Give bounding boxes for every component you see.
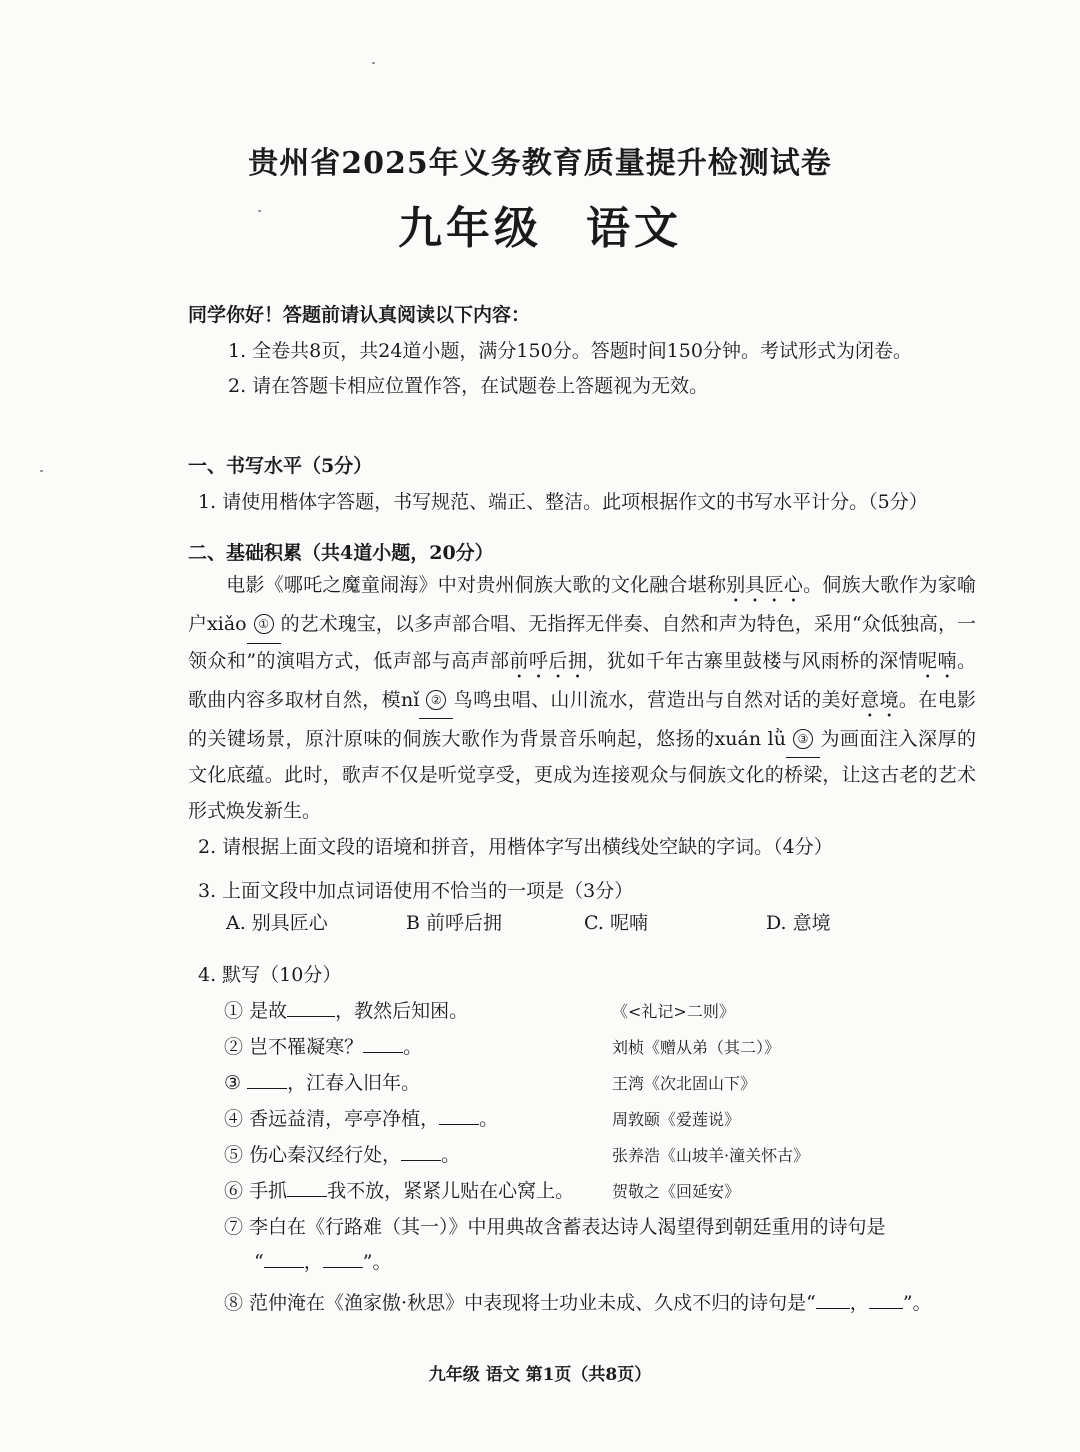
exam-title: 贵州省2025年义务教育质量提升检测试卷 bbox=[248, 146, 832, 181]
dictation-blank bbox=[869, 1308, 903, 1309]
instruction-item-1: 1. 全卷共8页，共24道小题，满分150分。答题时间150分钟。考试形式为闭卷。 bbox=[228, 340, 912, 362]
page-footer: 九年级 语文 第1页（共8页） bbox=[428, 1365, 652, 1385]
question-2: 2. 请根据上面文段的语境和拼音，用楷体字写出横线处空缺的字词。（4分） bbox=[198, 836, 833, 858]
option-a: A. 别具匠心 bbox=[226, 912, 328, 934]
dictation-blank bbox=[323, 1267, 363, 1268]
grade-label: 九年级 bbox=[398, 203, 542, 254]
dictation-item-6: ⑥ 手抓 我不放，紧紧儿贴在心窝上。 bbox=[224, 1180, 575, 1202]
section2-heading: 二、基础积累（共4道小题，20分） bbox=[188, 542, 494, 564]
reading-passage: 电影《哪吒之魔童闹海》中对贵州侗族大歌的文化融合堪称别具匠心。侗族大歌作为家喻户xiǎo ① 的艺术瑰宝，以多声部合唱、无指挥无伴奏、自然和声为特色，采用“众低独高，一领众和”的演唱方式，低声部与高声部前呼后拥，犹如千年古寨里鼓楼与风雨桥的深情呢喃。歌曲内容多取材自然，模nǐ ② 鸟鸣虫唱、山川流水，营造出与自然对话的美好意境。在电影的关键场景，原汁原味的侗族大歌作为背景音乐响起，悠扬的xuán lǜ ③ 为画面注入深厚的文化底蕴。此时，歌声不仅是听觉享受，更成为连接观众与侗族文化的桥梁，让这古老的艺术形式焕发新生。 bbox=[188, 574, 976, 822]
blank-2: ② bbox=[419, 683, 453, 720]
scan-speck bbox=[372, 62, 375, 64]
dictation-source-5: 张养浩《山坡羊·潼关怀古》 bbox=[612, 1146, 810, 1165]
dictation-blank bbox=[247, 1088, 287, 1089]
dictation-blank bbox=[816, 1308, 850, 1309]
instructions-heading: 同学你好！答题前请认真阅读以下内容： bbox=[188, 304, 531, 326]
dictation-item-4: ④ 香远益清，亭亭净植， 。 bbox=[224, 1108, 499, 1130]
dictation-blank bbox=[264, 1267, 304, 1268]
blank-3: ③ bbox=[786, 722, 820, 759]
exam-subtitle bbox=[0, 192, 1080, 256]
option-d: D. 意境 bbox=[766, 912, 831, 934]
instruction-item-2: 2. 请在答题卡相应位置作答，在试题卷上答题视为无效。 bbox=[228, 375, 709, 397]
dotted-word-4: 意境 bbox=[860, 688, 899, 711]
dictation-item-8: ⑧ 范仲淹在《渔家傲·秋思》中表现将士功业未成、久戍不归的诗句是“ ， ”。 bbox=[224, 1292, 932, 1314]
option-c: C. 呢喃 bbox=[584, 912, 648, 934]
dictation-blank bbox=[439, 1124, 479, 1125]
dictation-source-1: 《<礼记>二则》 bbox=[612, 1002, 735, 1021]
dictation-blank bbox=[401, 1160, 441, 1161]
pinyin-3: xuán lǜ bbox=[714, 727, 786, 750]
pinyin-1: xiǎo bbox=[207, 613, 247, 635]
dictation-item-5: ⑤ 伤心秦汉经行处， 。 bbox=[224, 1144, 461, 1166]
dictation-source-6: 贺敬之《回延安》 bbox=[612, 1182, 741, 1201]
pinyin-2: nǐ bbox=[400, 688, 420, 711]
dictation-item-7-line2: “ ， ”。 bbox=[254, 1251, 392, 1273]
dictation-item-2: ② 岂不罹凝寒？ 。 bbox=[224, 1036, 423, 1058]
question-3: 3. 上面文段中加点词语使用不恰当的一项是（3分） bbox=[198, 880, 634, 902]
scan-speck bbox=[40, 470, 43, 472]
dictation-source-2: 刘桢《赠从弟（其二）》 bbox=[612, 1038, 781, 1057]
dictation-item-3: ③ ，江春入旧年。 bbox=[224, 1072, 421, 1094]
subject-label: 语文 bbox=[586, 203, 682, 254]
question-4: 4. 默写（10分） bbox=[198, 964, 342, 986]
dotted-word-3: 呢喃 bbox=[918, 649, 957, 672]
dictation-source-4: 周敦颐《爱莲说》 bbox=[612, 1110, 741, 1129]
dotted-word-1: 别具匠心 bbox=[726, 574, 804, 596]
question-1: 1. 请使用楷体字答题，书写规范、端正、整洁。此项根据作文的书写水平计分。（5分） bbox=[198, 491, 928, 513]
section1-heading: 一、书写水平（5分） bbox=[188, 455, 373, 477]
option-b: B 前呼后拥 bbox=[406, 912, 503, 934]
dictation-source-3: 王湾《次北固山下》 bbox=[612, 1074, 757, 1093]
dictation-blank bbox=[287, 1016, 335, 1017]
dictation-blank bbox=[363, 1052, 403, 1053]
dictation-blank bbox=[287, 1196, 327, 1197]
dictation-item-7-line1: ⑦ 李白在《行路难（其一）》中用典故含蓄表达诗人渴望得到朝廷重用的诗句是 bbox=[224, 1216, 886, 1238]
dictation-item-1: ① 是故 ，教然后知困。 bbox=[224, 1000, 469, 1022]
blank-1: ① bbox=[247, 607, 281, 644]
dotted-word-2: 前呼后拥 bbox=[509, 649, 588, 672]
